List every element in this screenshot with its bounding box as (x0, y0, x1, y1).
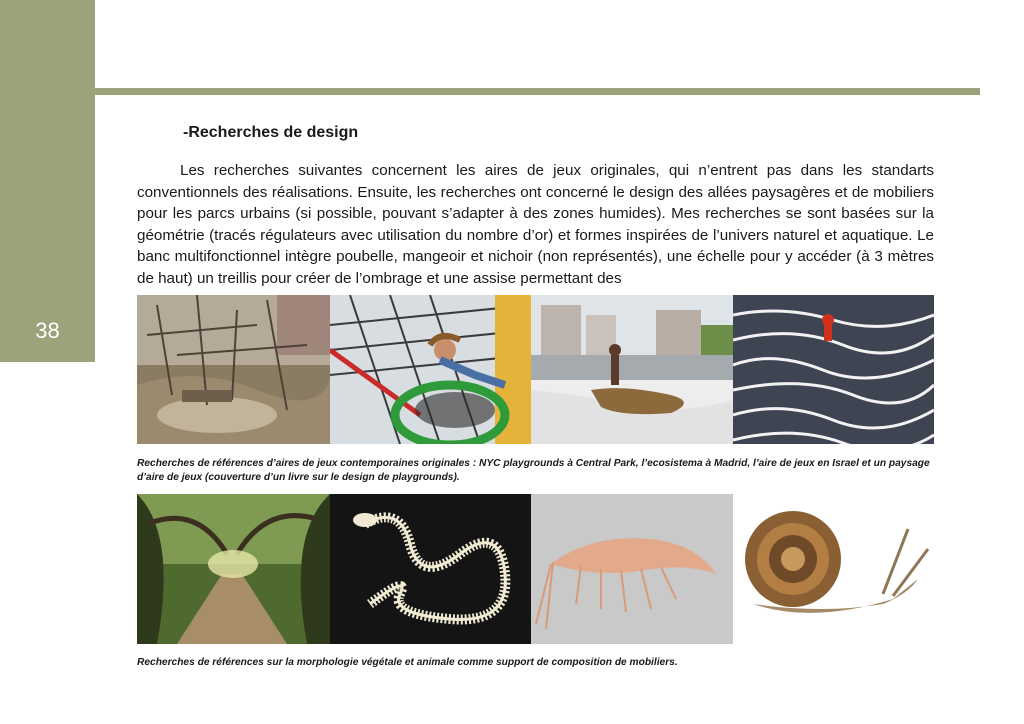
photo-row-morphology (137, 494, 934, 644)
figure-caption-playgrounds: Recherches de références d’aires de jeux contemporaines originales : NYC playgrounds à Central Park, l’ecosistema à Madrid, l’aire de jeux en Israel et un paysage d’aire de jeux (couverture d’un livre sur le design de playgrounds). (137, 458, 930, 483)
figure-caption-morphology: Recherches de références sur la morphologie végétale et animale comme support de composition de mobiliers. (137, 657, 678, 668)
body-paragraph: Les recherches suivantes concernent les aires de jeux originales, qui n’entrent pas dans les standarts conventionnels des réalisations. Ensuite, les recherches ont concerné le design des allées paysagères et de mobiliers pour les parcs urbains (si possible, pouvant s’adapter à des zones humides). Mes recherches se sont basées sur la géométrie (tracés régulateurs avec utilisation du nombre d’or) et formes inspirées de l’univers naturel et aquatique. Le banc multifonctionnel intègre poubelle, mangeoir et nichoir (non représentés), une échelle pour y accéder (à 3 mètres de haut) un treillis pour créer de l’ombrage et une assise permettant des (137, 162, 934, 287)
snake-skeleton-photo (330, 494, 531, 644)
header-rule (95, 88, 980, 95)
urban-playground-israel-photo (531, 295, 733, 444)
tree-alley-photo (137, 494, 330, 644)
photo-row-playgrounds (137, 295, 934, 444)
amphipod-crustacean-photo (531, 494, 733, 644)
page-number: 38 (35, 318, 60, 343)
wave-landscape-playground-photo (733, 295, 934, 444)
snail-photo (733, 494, 934, 644)
section-title: -Recherches de design (183, 124, 359, 141)
rope-swing-playground-photo (330, 295, 531, 444)
playground-treehouse-photo (137, 295, 330, 444)
side-accent-bar-top (0, 0, 95, 96)
